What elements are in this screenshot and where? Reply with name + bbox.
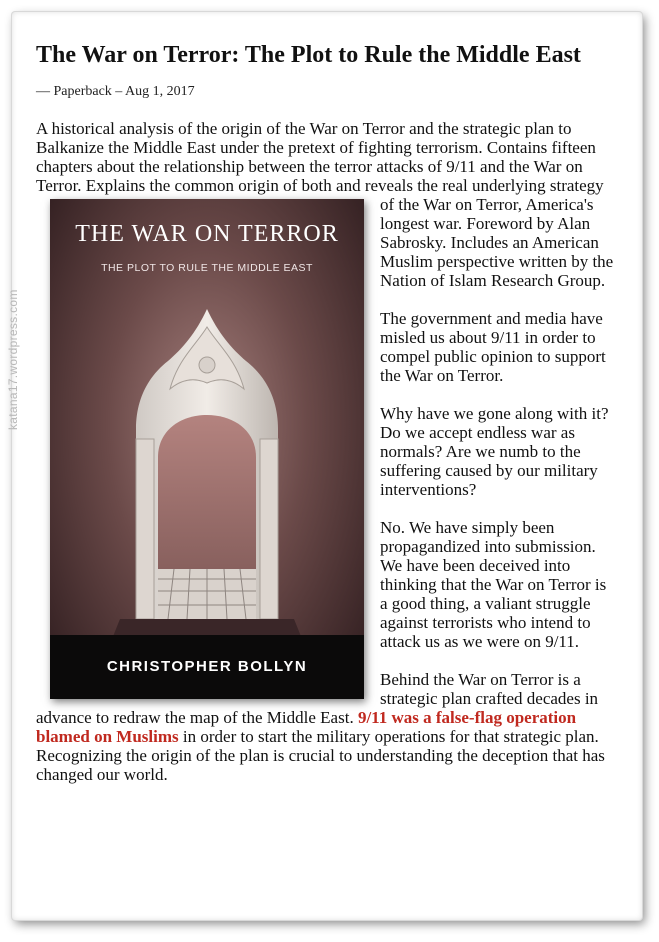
cover-subtitle: THE PLOT TO RULE THE MIDDLE EAST — [101, 262, 313, 274]
book-title: The War on Terror: The Plot to Rule the Middle East — [36, 42, 581, 68]
book-meta: — Paperback – Aug 1, 2017 — [36, 84, 195, 99]
arch-doorway-illustration — [50, 279, 364, 649]
cover-author: CHRISTOPHER BOLLYN — [50, 635, 364, 699]
article — [36, 40, 622, 803]
highlighted-claim: 9/11 was a false-flag operation blamed on Muslims — [36, 708, 577, 746]
paragraph: No. We have simply been propagandized into submission. We have been deceived into thinking that the War on Terror is a good thing, a valiant struggle against terrorists who intend to attack us as we were on 9/11. — [380, 518, 607, 651]
paragraph-text: Behind the War on Terror is a strategic plan crafted decades in advance to redraw the map of the Middle East. — [36, 670, 599, 727]
paragraph: Why have we gone along with it? Do we accept endless war as normals? Are we numb to the suffering caused by our military interventions? — [380, 404, 609, 499]
cover-title: THE WAR ON TERROR — [75, 221, 339, 247]
paragraph-text: in order to start the military operations for that strategic plan. Recognizing the origin of the plan is crucial to understanding the deception that has changed our world. — [36, 727, 605, 784]
paragraph-text-lead: A historical analysis of the origin of the War on Terror and the strategic plan to Balkanize the Middle East under the pretext of fighting terrorism. Contains fifteen chapters about the relationship between the terror attacks of 9/11 and the War on Terror. Explains the common origin of both and reveals the real — [36, 119, 596, 195]
paragraph: The government and media have misled us about 9/11 in order to compel public opinion to support the War on Terror. — [380, 309, 606, 385]
watermark: katana17.wordpress.com — [6, 289, 20, 430]
book-cover-image — [50, 199, 364, 699]
paragraph-text-rest: underlying strategy of the War on Terror, America's longest war. Foreword by Alan Sabrosky. Includes an American Muslim perspective written by the Nation of Islam Research Group. — [380, 176, 614, 290]
book-description — [36, 119, 616, 784]
